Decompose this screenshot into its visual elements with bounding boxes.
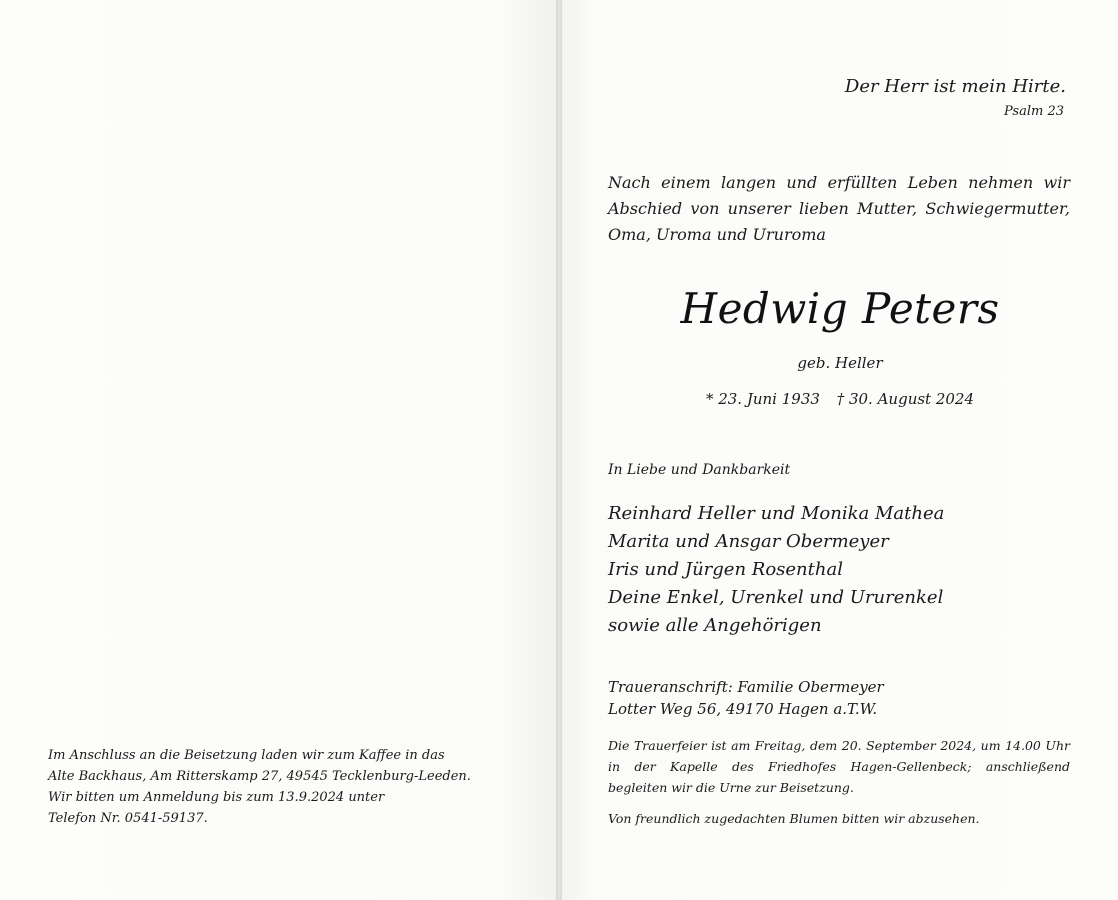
reception-note-line: Im Anschluss an die Beisetzung laden wir zum Kaffee in das [48,748,445,763]
reception-note-line: Wir bitten um Anmeldung bis zum 13.9.2024 unter [48,790,385,805]
death-date: † 30. August 2024 [836,390,975,408]
birth-name: geb. Heller [797,354,883,372]
mourning-address [608,676,884,720]
birth-date: * 23. Juni 1933 [705,390,820,408]
address-line: Traueranschrift: Familie Obermeyer [608,678,884,696]
family-member: sowie alle Angehörigen [608,615,822,636]
family-member: Deine Enkel, Urenkel und Ururenkel [608,587,944,608]
bible-motto: Der Herr ist mein Hirte. [844,76,1066,97]
deceased-name: Hedwig Peters [680,284,1000,333]
reception-note-line: Alte Backhaus, Am Ritterskamp 27, 49545 Tecklenburg-Leeden. [48,769,471,784]
family-member: Reinhard Heller und Monika Mathea [608,503,945,524]
flowers-note: Von freundlich zugedachten Blumen bitten wir abzusehen. [608,811,980,826]
family-list [608,500,944,640]
intro-text: Nach einem langen und erfüllten Leben nehmen wir Abschied von unserer lieben Mutter, Schwiegermutter, Oma, Uroma und Ururoma [608,173,1070,244]
reception-note [48,745,488,829]
family-member: Marita und Ansgar Obermeyer [608,531,889,552]
ceremony-text: Die Trauerfeier ist am Freitag, dem 20. September 2024, um 14.00 Uhr in der Kapelle des Friedhofes Hagen-Gellenbeck; anschließend begleiten wir die Urne zur Beisetzung. [608,738,1070,795]
family-member: Iris und Jürgen Rosenthal [608,559,843,580]
love-line: In Liebe und Dankbarkeit [608,462,791,478]
left-page [0,0,556,900]
address-line: Lotter Weg 56, 49170 Hagen a.T.W. [608,700,878,718]
life-dates [562,390,1118,408]
reception-note-line: Telefon Nr. 0541-59137. [48,811,208,826]
right-page [562,0,1118,900]
motto-source: Psalm 23 [1004,104,1064,119]
